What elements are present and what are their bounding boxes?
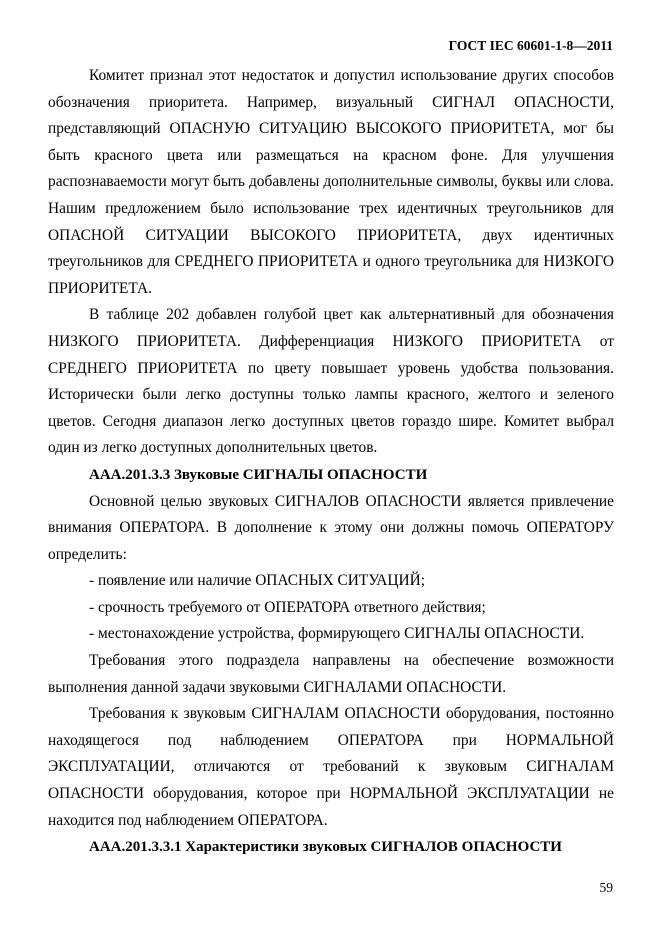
paragraph-subsection-requirements: Требования этого подраздела направлены на обеспечение возможности выполнения данной задачи звуковыми СИГНАЛАМИ ОПАСНОСТИ.	[48, 652, 614, 696]
section-heading-aaa-201-3-3: ААА.201.3.3 Звуковые СИГНАЛЫ ОПАСНОСТИ	[89, 466, 428, 483]
paragraph-attended-equipment: Требования к звуковым СИГНАЛАМ ОПАСНОСТИ оборудования, постоянно находящегося под наблюдением ОПЕРАТОРА при НОРМАЛЬНОЙ ЭКСПЛУАТАЦИИ, отличаются от требований к звуковым СИГНАЛАМ ОПАСНОСТИ оборудования, которое при НОРМАЛЬНОЙ ЭКСПЛУАТАЦИИ не находится под наблюдением ОПЕРАТОРА.	[48, 705, 614, 829]
paragraph-audio-purpose: Основной целью звуковых СИГНАЛОВ ОПАСНОСТИ является привлечение внимания ОПЕРАТОРА. В дополнение к этому они должны помочь ОПЕРАТОРУ определить:	[48, 492, 614, 563]
section-heading-aaa-201-3-3-1: ААА.201.3.3.1 Характеристики звуковых СИГНАЛОВ ОПАСНОСТИ	[89, 839, 562, 856]
list-item-urgency: - срочность требуемого от ОПЕРАТОРА ответного действия;	[89, 598, 486, 616]
body-text	[48, 63, 614, 861]
page-number: 59	[599, 880, 613, 895]
list-item-presence: - появление или наличие ОПАСНЫХ СИТУАЦИЙ;	[89, 572, 426, 590]
list-item-location: - местонахождение устройства, формирующего СИГНАЛЫ ОПАСНОСТИ.	[89, 625, 585, 643]
paragraph-low-priority-color: В таблице 202 добавлен голубой цвет как альтернативный для обозначения НИЗКОГО ПРИОРИТЕТА. Дифференциация НИЗКОГО ПРИОРИТЕТА от СРЕДНЕГО ПРИОРИТЕТА по цвету повышает уровень удобства пользования. Исторически были легко доступны только лампы красного, желтого и зеленого цветов. Сегодня диапазон легко доступных цветов гораздо шире. Комитет выбрал один из легко доступных дополнительных цветов.	[48, 306, 614, 457]
paragraph-priority-indication: Комитет признал этот недостаток и допустил использование других способов обозначения приоритета. Например, визуальный СИГНАЛ ОПАСНОСТИ, представляющий ОПАСНУЮ СИТУАЦИЮ ВЫСОКОГО ПРИОРИТЕТА, мог бы быть красного цвета или размещаться на красном фоне. Для улучшения распознаваемости могут быть добавлены дополнительные символы, буквы или слова. Нашим предложением было использование трех идентичных треугольников для ОПАСНОЙ СИТУАЦИИ ВЫСОКОГО ПРИОРИТЕТА, двух идентичных треугольников для СРЕДНЕГО ПРИОРИТЕТА и одного треугольника для НИЗКОГО ПРИОРИТЕТА.	[48, 67, 614, 297]
standard-header: ГОСТ IEC 60601-1-8—2011	[448, 38, 613, 53]
